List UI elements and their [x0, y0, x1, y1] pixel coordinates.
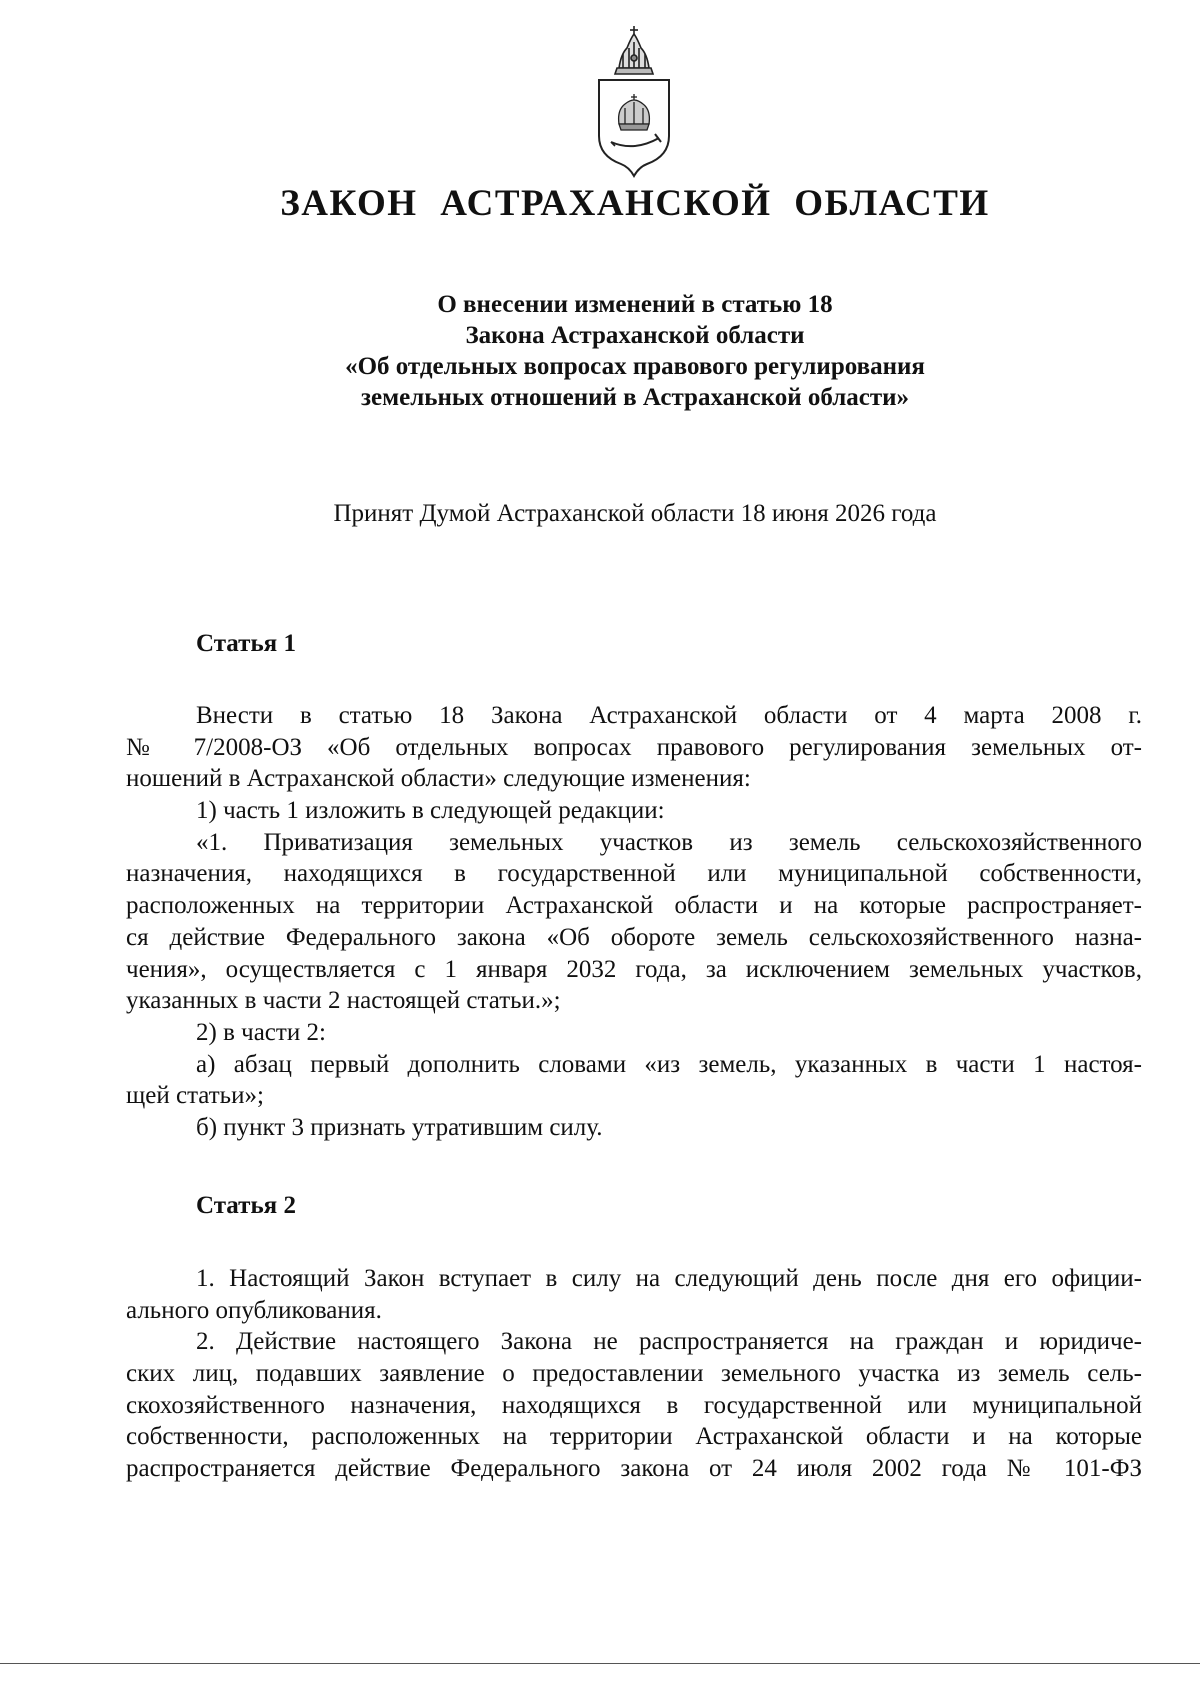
law-subtitle: [0, 289, 1200, 413]
text-line: 1) часть 1 изложить в следующей редакции:: [196, 797, 665, 825]
text-line: № 7/2008-ОЗ «Об отдельных вопросах правового регулирования земельных от-: [126, 733, 1142, 761]
subtitle-line: О внесении изменений в статью 18: [437, 291, 833, 318]
text-line: указанных в части 2 настоящей статьи.»;: [126, 987, 561, 1015]
text-line: 1. Настоящий Закон вступает в силу на следующий день после дня его официи-: [196, 1265, 1142, 1292]
text-line: ся действие Федерального закона «Об обороте земель сельскохозяйственного назна-: [126, 923, 1142, 951]
text-line: 2) в части 2:: [196, 1018, 326, 1046]
text-line: «1. Приватизация земельных участков из земель сельскохозяйственного: [196, 828, 1142, 856]
text-line: ношений в Астраханской области» следующие изменения:: [126, 765, 751, 793]
article-2-body: [126, 1263, 1142, 1485]
text-line: щей статьи»;: [126, 1082, 264, 1110]
text-line: скохозяйственного назначения, находящихся в государственной или муниципальной: [126, 1391, 1142, 1419]
article-1-body: [126, 700, 1142, 1144]
text-line: распространяется действие Федерального закона от 24 июля 2002 года № 101-ФЗ: [126, 1455, 1142, 1483]
text-line: а) абзац первый дополнить словами «из земель, указанных в части 1 настоя-: [196, 1050, 1142, 1078]
text-line: б) пункт 3 признать утратившим силу.: [196, 1113, 603, 1141]
text-line: чения», осуществляется с 1 января 2032 года, за исключением земельных участков,: [126, 955, 1142, 983]
coat-of-arms-emblem: [589, 24, 679, 184]
text-line: собственности, расположенных на территории Астраханской области и на которые: [126, 1423, 1142, 1451]
subtitle-line: «Об отдельных вопросах правового регулирования: [345, 353, 925, 380]
text-line: ального опубликования.: [126, 1296, 382, 1324]
law-title: ЗАКОН АСТРАХАНСКОЙ ОБЛАСТИ: [280, 183, 990, 224]
article-1-heading: Статья 1: [196, 630, 296, 657]
adoption-statement: Принят Думой Астраханской области 18 июня 2026 года: [333, 500, 937, 527]
footer-divider: [0, 1663, 1200, 1664]
text-line: расположенных на территории Астраханской области и на которые распространяет-: [126, 892, 1142, 920]
text-line: Внести в статью 18 Закона Астраханской области от 4 марта 2008 г.: [196, 702, 1142, 729]
article-2-heading: Статья 2: [196, 1192, 296, 1219]
text-line: назначения, находящихся в государственной или муниципальной собственности,: [126, 860, 1142, 888]
subtitle-line: земельных отношений в Астраханской области»: [360, 384, 910, 411]
subtitle-line: Закона Астраханской области: [465, 322, 805, 349]
text-line: ских лиц, подавших заявление о предоставлении земельного участка из земель сель-: [126, 1360, 1142, 1388]
text-line: 2. Действие настоящего Закона не распространяется на граждан и юридиче-: [196, 1328, 1142, 1356]
